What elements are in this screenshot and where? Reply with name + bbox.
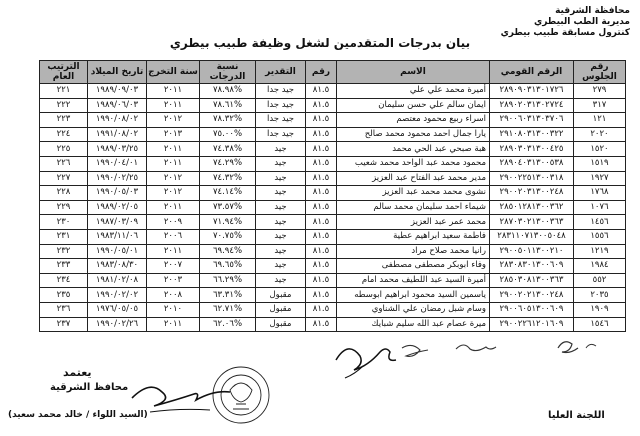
cell-score-percent: %٦٩.٦٥ — [200, 259, 256, 274]
cell-score-percent: %٧٤.٢٩ — [200, 156, 256, 171]
cell-graduation-year: ٢٠١١ — [147, 317, 200, 332]
cell-birth-date: ١٩٩٠/٠٤/٠١ — [88, 156, 147, 171]
header-number: رقم — [306, 61, 337, 84]
cell-birth-date: ١٩٨٣/٠٨/٣٠ — [88, 259, 147, 274]
table-row — [40, 186, 626, 201]
cell-national-id: ٢٨٥٠١٢٨١٣٠٠٣٦٢ — [490, 200, 574, 215]
cell-grade: جيد — [256, 200, 306, 215]
signature-4 — [558, 342, 578, 353]
cell-national-id: ٢٨٩٠٣٠٣١٣٠٠٤٢٥ — [490, 142, 574, 157]
cell-grade: جيد جدا — [256, 84, 306, 99]
cell-name: وسام شبل رمضان علي الشناوي — [337, 302, 490, 317]
table-row — [40, 259, 626, 274]
signature-5 — [586, 344, 596, 348]
cell-number: ٨١.٥ — [306, 142, 337, 157]
cell-birth-date: ١٩٨١/٠٢/٠٨ — [88, 273, 147, 288]
cell-birth-date: ١٩٨٩/٠٦/٠٣ — [88, 98, 147, 113]
table-row — [40, 142, 626, 157]
cell-score-percent: %٦٢.٠٦ — [200, 317, 256, 332]
results-table — [39, 60, 626, 332]
governorate-label: محافظة الشرقية — [555, 6, 630, 16]
cell-birth-date: ١٩٨٩/٠٣/٢٥ — [88, 142, 147, 157]
cell-seat-number: ٣١٧ — [574, 98, 626, 113]
cell-number: ٨١.٥ — [306, 229, 337, 244]
cell-score-percent: %٧٨.٦١ — [200, 98, 256, 113]
signature-1 — [336, 349, 396, 370]
cell-seat-number: ٢٠٢٠ — [574, 127, 626, 142]
cell-seat-number: ١٧٦٨ — [574, 186, 626, 201]
cell-graduation-year: ٢٠١٢ — [147, 113, 200, 128]
cell-grade: جيد — [256, 229, 306, 244]
cell-number: ٨١.٥ — [306, 186, 337, 201]
cell-score-percent: %٦٦.٢٩ — [200, 273, 256, 288]
cell-score-percent: %٧٨.٣٢ — [200, 113, 256, 128]
cell-grade: جيد جدا — [256, 127, 306, 142]
table-row — [40, 244, 626, 259]
cell-national-id: ٢٨٣١١٠٧١٣٠٠٥٠٤٨ — [490, 229, 574, 244]
cell-graduation-year: ٢٠٠٧ — [147, 259, 200, 274]
cell-rank: ٢٢٢ — [40, 98, 88, 113]
cell-graduation-year: ٢٠٠٨ — [147, 288, 200, 303]
cell-birth-date: ١٩٨٩/٠٢/٠٥ — [88, 200, 147, 215]
approval-label: يعتمد — [63, 366, 92, 379]
cell-rank: ٢٣٣ — [40, 259, 88, 274]
cell-grade: جيد جدا — [256, 98, 306, 113]
cell-graduation-year: ٢٠١٢ — [147, 186, 200, 201]
cell-rank: ٢٢٨ — [40, 186, 88, 201]
cell-seat-number: ٢٧٩ — [574, 84, 626, 99]
cell-rank: ٢٢١ — [40, 84, 88, 99]
cell-grade: جيد — [256, 215, 306, 230]
cell-graduation-year: ٢٠١٢ — [147, 171, 200, 186]
cell-birth-date: ١٩٧٦/٠٥/٠٥ — [88, 302, 147, 317]
table-row — [40, 98, 626, 113]
cell-national-id: ٢٨٥٠٣٠٨١٣٠٠٣٦٣ — [490, 273, 574, 288]
cell-number: ٨١.٥ — [306, 317, 337, 332]
cell-birth-date: ١٩٩٠/٠٥/٠١ — [88, 244, 147, 259]
cell-graduation-year: ٢٠١١ — [147, 244, 200, 259]
cell-national-id: ٢٩١٠٨٠٣١٣٠٠٣٢٢ — [490, 127, 574, 142]
cell-number: ٨١.٥ — [306, 273, 337, 288]
cell-score-percent: %٧٠.٧٥ — [200, 229, 256, 244]
cell-national-id: ٢٩٠٠٥٠١١٣٠٠٢١٠ — [490, 244, 574, 259]
cell-rank: ٢٢٤ — [40, 127, 88, 142]
cell-name: نشوى محمد محمد عبد العزيز — [337, 186, 490, 201]
cell-national-id: ٢٩٠٠٢٢٥١٣٠٠٣١٨ — [490, 171, 574, 186]
cell-rank: ٢٣١ — [40, 229, 88, 244]
cell-birth-date: ١٩٩٠/٠٨/٠٢ — [88, 113, 147, 128]
cell-graduation-year: ٢٠٠٦ — [147, 229, 200, 244]
cell-name: وفاء ابوبكر مصطفى مصطفى — [337, 259, 490, 274]
cell-seat-number: ١٥٤٦ — [574, 317, 626, 332]
cell-graduation-year: ٢٠١١ — [147, 142, 200, 157]
cell-grade: مقبول — [256, 302, 306, 317]
document-title: بيان بدرجات المتقدمين لشغل وظيفة طبيب بيطري — [169, 36, 471, 50]
cell-graduation-year: ٢٠٠٩ — [147, 215, 200, 230]
cell-national-id: ٢٩٠٠٦٠٥١٣٠٠٦٠٩ — [490, 302, 574, 317]
control-label: كنترول مسابقة طبيب بيطري — [500, 28, 630, 38]
header-rank: الترتيب العام — [40, 61, 88, 84]
cell-number: ٨١.٥ — [306, 98, 337, 113]
cell-number: ٨١.٥ — [306, 113, 337, 128]
cell-name: محمود محمد عبد الواحد محمد شعيب — [337, 156, 490, 171]
cell-rank: ٢٣٦ — [40, 302, 88, 317]
cell-name: محمد عمر عبد العزيز — [337, 215, 490, 230]
cell-grade: جيد — [256, 171, 306, 186]
table-row — [40, 171, 626, 186]
cell-name: فاطمة سعيد ابراهيم عطية — [337, 229, 490, 244]
cell-seat-number: ١٥٢٠ — [574, 142, 626, 157]
header-graduation-year: سنة التخرج — [147, 61, 200, 84]
table-row — [40, 113, 626, 128]
cell-score-percent: %٧٤.٣٨ — [200, 142, 256, 157]
cell-seat-number: ١٠٧٦ — [574, 200, 626, 215]
governor-title: محافظ الشرقية — [50, 382, 129, 393]
cell-score-percent: %٦٩.٩٤ — [200, 244, 256, 259]
cell-name: هبة صبحي عبد الحي محمد — [337, 142, 490, 157]
header-seat-number: رقم الجلوس — [574, 61, 626, 84]
cell-grade: مقبول — [256, 288, 306, 303]
cell-rank: ٢٣٧ — [40, 317, 88, 332]
cell-grade: جيد — [256, 273, 306, 288]
signature-2 — [402, 345, 428, 356]
cell-score-percent: %٦٢.٧١ — [200, 302, 256, 317]
cell-grade: جيد — [256, 142, 306, 157]
cell-name: ايمان سالم علي حسن سليمان — [337, 98, 490, 113]
cell-number: ٨١.٥ — [306, 244, 337, 259]
header-grade: التقدير — [256, 61, 306, 84]
table-row — [40, 302, 626, 317]
cell-rank: ٢٣٤ — [40, 273, 88, 288]
cell-rank: ٢٢٧ — [40, 171, 88, 186]
cell-name: اسراء ربيع محمود معتصم — [337, 113, 490, 128]
cell-score-percent: %٧٤.١٤ — [200, 186, 256, 201]
table-row — [40, 156, 626, 171]
cell-name: أميرة السيد عبد اللطيف محمد امام — [337, 273, 490, 288]
cell-national-id: ٢٨٣٠٨٣٠١٣٠٠٦٠٩ — [490, 259, 574, 274]
cell-seat-number: ١٩٨٤ — [574, 259, 626, 274]
cell-name: يارا جمال احمد محمود محمد صالح — [337, 127, 490, 142]
cell-national-id: ٢٨٧٠٣٠٢١٣٠٠٣٦٣ — [490, 215, 574, 230]
header-birth-date: تاريخ الميلاد — [88, 61, 147, 84]
governor-name: (السيد اللواء / خالد محمد سعيد) — [8, 410, 148, 420]
cell-name: أميرة محمد علي علي — [337, 84, 490, 99]
cell-seat-number: ١٢١ — [574, 113, 626, 128]
cell-graduation-year: ٢٠١١ — [147, 98, 200, 113]
cell-grade: مقبول — [256, 317, 306, 332]
cell-grade: جيد — [256, 156, 306, 171]
table-header-row — [40, 61, 626, 84]
cell-number: ٨١.٥ — [306, 215, 337, 230]
table-row — [40, 317, 626, 332]
cell-national-id: ٢٨٩٠٢٠٣١٣٠٢٧٢٤ — [490, 98, 574, 113]
cell-name: رانيا محمد صلاح مراد — [337, 244, 490, 259]
cell-number: ٨١.٥ — [306, 288, 337, 303]
cell-score-percent: %٧٤.٣٢ — [200, 171, 256, 186]
cell-rank: ٢٢٣ — [40, 113, 88, 128]
committee-label: اللجنة العليا — [548, 410, 605, 421]
header-score-percent: نسبة الدرجات — [200, 61, 256, 84]
table-row — [40, 200, 626, 215]
cell-seat-number: ٥٥٢ — [574, 273, 626, 288]
cell-score-percent: %٧١.٩٤ — [200, 215, 256, 230]
cell-grade: جيد — [256, 186, 306, 201]
cell-graduation-year: ٢٠١٣ — [147, 127, 200, 142]
cell-name: ميرة عصام عبد الله سليم شبايك — [337, 317, 490, 332]
cell-name: مدير محمد عبد الفتاح عبد العزيز — [337, 171, 490, 186]
cell-rank: ٢٢٩ — [40, 200, 88, 215]
cell-score-percent: %٧٨.٩٨ — [200, 84, 256, 99]
governor-signature — [132, 387, 230, 406]
cell-seat-number: ١٥٥٦ — [574, 229, 626, 244]
cell-national-id: ٢٩٠٠٢٢٦١٢٠١٦٠٩ — [490, 317, 574, 332]
cell-rank: ٢٢٦ — [40, 156, 88, 171]
cell-birth-date: ١٩٨٩/٠٩/٠٣ — [88, 84, 147, 99]
cell-national-id: ٢٩٠٠٢٠٢١٣٠٠٢٤٨ — [490, 288, 574, 303]
header-national-id: الرقم القومي — [490, 61, 574, 84]
table-row — [40, 288, 626, 303]
table-row — [40, 215, 626, 230]
cell-rank: ٢٣٠ — [40, 215, 88, 230]
cell-score-percent: %٧٣.٥٧ — [200, 200, 256, 215]
cell-national-id: ٢٩٠٠٦٠٣١٣٠٣٧٠٦ — [490, 113, 574, 128]
cell-birth-date: ١٩٩٠/٠٢/٠٢ — [88, 288, 147, 303]
cell-number: ٨١.٥ — [306, 259, 337, 274]
cell-birth-date: ١٩٩١/٠٨/٠٢ — [88, 127, 147, 142]
table-body — [40, 84, 626, 332]
cell-number: ٨١.٥ — [306, 171, 337, 186]
cell-birth-date: ١٩٩٠/٠٢/٢٥ — [88, 171, 147, 186]
cell-graduation-year: ٢٠١١ — [147, 200, 200, 215]
cell-seat-number: ١٥١٩ — [574, 156, 626, 171]
cell-national-id: ٢٨٩٠٤٠٣١٣٠٠٥٣٨ — [490, 156, 574, 171]
letterhead — [501, 6, 630, 39]
cell-graduation-year: ٢٠١٠ — [147, 302, 200, 317]
cell-seat-number: ١٩٢٧ — [574, 171, 626, 186]
cell-national-id: ٢٩٠٠٢٠٣١٣٠٠٢٤٨ — [490, 186, 574, 201]
cell-rank: ٢٢٥ — [40, 142, 88, 157]
cell-number: ٨١.٥ — [306, 200, 337, 215]
table-row — [40, 127, 626, 142]
cell-graduation-year: ٢٠٠٣ — [147, 273, 200, 288]
cell-number: ٨١.٥ — [306, 156, 337, 171]
cell-score-percent: %٦٣.٣١ — [200, 288, 256, 303]
cell-rank: ٢٣٢ — [40, 244, 88, 259]
cell-seat-number: ١٢١٩ — [574, 244, 626, 259]
signature-3 — [456, 345, 496, 351]
cell-national-id: ٢٨٩٠٩٠٣١٣٠١٧٢٦ — [490, 84, 574, 99]
table-row — [40, 229, 626, 244]
cell-number: ٨١.٥ — [306, 302, 337, 317]
cell-birth-date: ١٩٨٣/١١/٠٦ — [88, 229, 147, 244]
official-seal — [213, 367, 269, 423]
cell-score-percent: %٧٥.٠٠ — [200, 127, 256, 142]
cell-grade: جيد جدا — [256, 113, 306, 128]
cell-birth-date: ١٩٩٠/٠٢/٢٦ — [88, 317, 147, 332]
cell-seat-number: ١٩٠٩ — [574, 302, 626, 317]
table-row — [40, 273, 626, 288]
cell-rank: ٢٣٥ — [40, 288, 88, 303]
cell-seat-number: ١٤٥٦ — [574, 215, 626, 230]
cell-name: ياسمين السيد محمود ابراهيم ابوسطه — [337, 288, 490, 303]
cell-graduation-year: ٢٠١١ — [147, 156, 200, 171]
cell-name: شيماء احمد سليمان محمد سالم — [337, 200, 490, 215]
directorate-label: مديرية الطب البيطري — [533, 17, 630, 27]
cell-seat-number: ٢٠٣٥ — [574, 288, 626, 303]
cell-grade: جيد — [256, 244, 306, 259]
cell-number: ٨١.٥ — [306, 127, 337, 142]
cell-birth-date: ١٩٩٠/٠٥/٠٣ — [88, 186, 147, 201]
table-row — [40, 84, 626, 99]
header-name: الاسم — [337, 61, 490, 84]
cell-graduation-year: ٢٠١١ — [147, 84, 200, 99]
cell-number: ٨١.٥ — [306, 84, 337, 99]
cell-birth-date: ١٩٨٧/٠٣/٠٩ — [88, 215, 147, 230]
cell-grade: جيد — [256, 259, 306, 274]
